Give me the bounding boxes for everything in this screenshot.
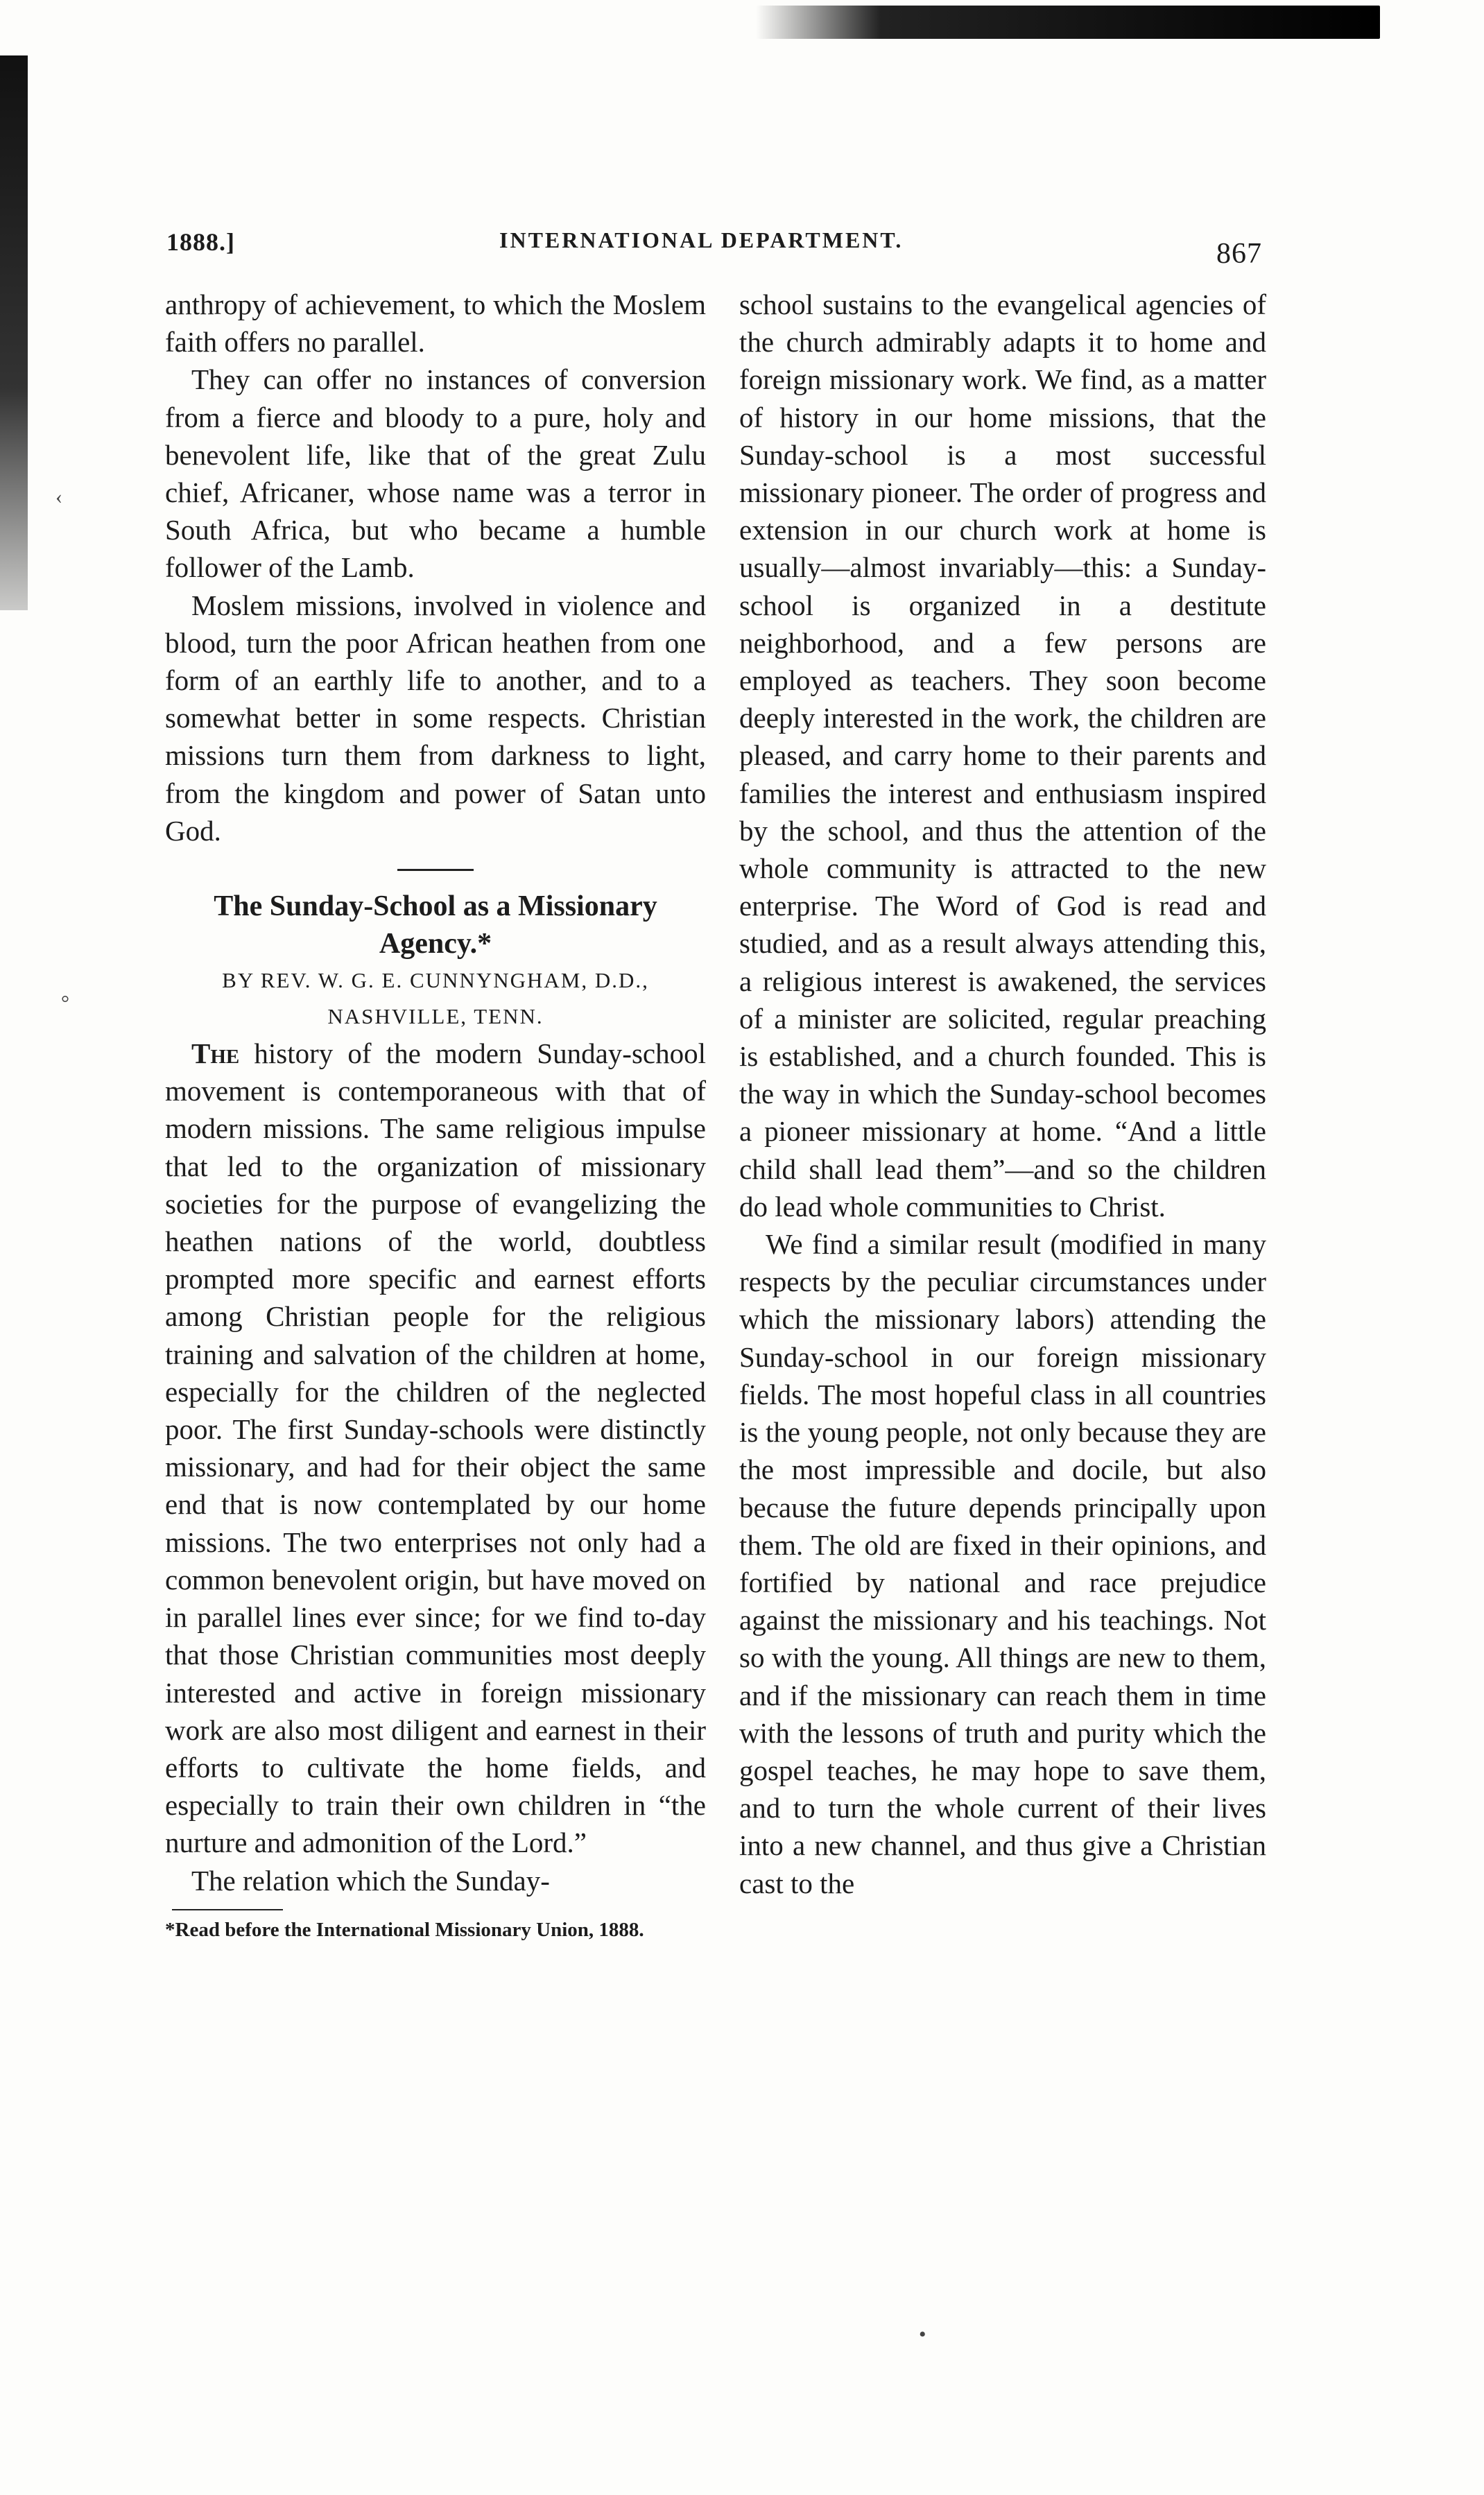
paragraph: Moslem missions, involved in violence and blood, turn the poor African heathen from one form of an earthly life to another, and to a somewhat better in some respects. Christian missions turn them from darkness to light, from the kingdom and power of Satan unto God.: [165, 589, 706, 847]
paragraph: anthropy of achievement, to which the Moslem faith offers no parallel.: [165, 288, 706, 359]
scan-speck: °: [61, 992, 69, 1015]
left-column: [165, 286, 706, 1944]
footnote: *Read before the International Missionary Union, 1888.: [165, 1918, 644, 1941]
scan-edge-left: [0, 55, 28, 610]
paragraph: [165, 1035, 706, 1861]
footnote-rule: [172, 1909, 283, 1910]
paragraph: They can offer no instances of conversion from a fierce and bloody to a pure, holy and benevolent life, like that of the great Zulu chief, Africaner, whose name was a terror in South Africa, but who became a humble follower of the Lamb.: [165, 363, 706, 584]
paragraph: school sustains to the evangelical agencies of the church admirably adapts it to home and foreign missionary work. We find, as a matter of history in our home missions, that the Sunday-school is a most successful missionary pioneer. The order of progress and extension in our church work at home is usually—almost invariably—this: a Sunday-school is organized in a destitute neighborhood, and a few persons are employed as teachers. They soon become deeply interested in the work, the children are pleased, and carry home to their parents and families the interest and enthusiasm inspired by the school, and thus the attention of the whole community is attracted to the new enterprise. The Word of God is read and studied, and as a result always attending this, a religious interest is awakened, the services of a minister are solicited, regular preaching is established, and a church founded. This is the way in which the Sunday-school becomes a pioneer missionary at home. “And a little child shall lead them”—and so the children do lead whole communities to Christ.: [739, 288, 1266, 1223]
scan-speck: ‹: [55, 485, 62, 508]
scan-edge-top: [756, 6, 1380, 39]
header-title: INTERNATIONAL DEPARTMENT.: [499, 227, 904, 252]
lead-word: The: [191, 1037, 240, 1070]
scan-speck: •: [919, 2323, 926, 2346]
right-column: [739, 286, 1266, 1902]
article-title: The Sunday-School as a Missionary Agency.*: [214, 890, 657, 960]
paragraph-text: history of the modern Sunday-school movement is contemporaneous with that of modern missions. The same religious impulse that led to the organization of missionary societies for the purpose of evangelizing the heathen nations of the world, doubtless prompted more specific and earnest efforts among Christian people for the religious training and salvation of the children at home, especially for the children of the neglected poor. The first Sunday-schools were distinctly missionary, and had for their object the same end that is now contemplated by our home missions. The two enterprises not only had a common benevolent origin, but have moved on in parallel lines ever since; for we find to-day that those Christian communities most deeply interested and active in foreign missionary work are also most diligent and earnest in their efforts to cultivate the home fields, and especially to train their own children in “the nurture and admonition of the Lord.”: [165, 1037, 706, 1859]
header-year: 1888.]: [166, 228, 235, 256]
paragraph: The relation which the Sunday-: [191, 1864, 550, 1897]
byline-location: NASHVILLE, TENN.: [327, 1004, 544, 1029]
section-divider: [397, 869, 474, 871]
paragraph: We find a similar result (modified in many respects by the peculiar circumstances under which the missionary labors) attending the Sunday-school in our foreign missionary fields. The most hopeful class in all countries is the young people, not only because they are the most impressible and docile, but also because the future depends principally upon them. The old are fixed in their opinions, and fortified by national and race prejudice against the missionary and his teachings. Not so with the young. All things are new to them, and if the missionary can reach them in time with the lessons of truth and purity which the gospel teaches, he may hope to save them, and to turn the whole current of their lives into a new channel, and thus give a Christian cast to the: [739, 1228, 1266, 1899]
running-header: [166, 227, 1262, 269]
byline-author: BY REV. W. G. E. CUNNYNGHAM, D.D.,: [222, 968, 649, 993]
page-number: 867: [1216, 238, 1262, 270]
